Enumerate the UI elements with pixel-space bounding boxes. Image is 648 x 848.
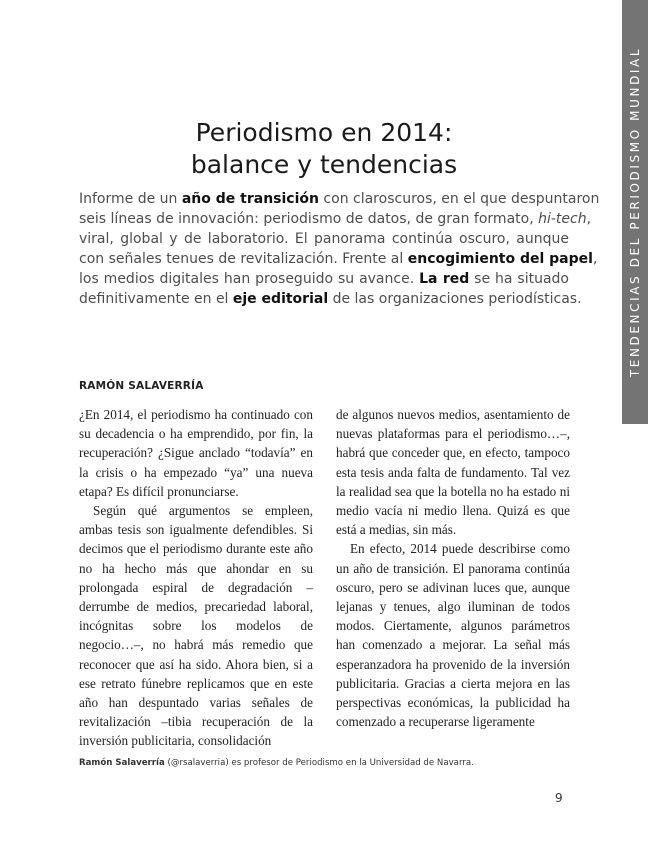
article-lead <box>79 189 600 309</box>
lead-text: definitivamente en el <box>79 291 233 307</box>
lead-text: seis líneas de innovación: periodismo de datos, de gran formato, <box>79 211 539 227</box>
section-side-tab-label: TENDENCIAS DEL PERIODISMO MUNDIAL <box>628 46 642 378</box>
footnote-author-name: Ramón Salaverría <box>79 758 165 768</box>
lead-text: se ha situado <box>469 271 569 287</box>
article-title-line2: balance y tendencias <box>190 150 458 179</box>
body-column-right <box>336 405 570 731</box>
lead-text: los medios digitales han proseguido su avance. <box>79 271 415 287</box>
lead-italic: hi-tech <box>538 211 587 227</box>
lead-text: , <box>586 211 592 227</box>
lead-highlight: encogimiento del papel <box>407 251 593 267</box>
article-title <box>0 117 648 181</box>
lead-text: de las organizaciones periodísticas. <box>328 291 582 307</box>
page-number: 9 <box>555 791 563 805</box>
author-byline: RAMÓN SALAVERRÍA <box>79 380 204 392</box>
lead-line-1 <box>79 189 600 209</box>
lead-text: con señales tenues de revitalización. Frente al <box>79 251 404 267</box>
lead-text: Informe de un <box>79 191 182 207</box>
lead-highlight: La red <box>419 271 470 287</box>
lead-text: con claroscuros, en el que despuntaron <box>318 191 600 207</box>
lead-highlight: año de transición <box>181 191 319 207</box>
author-footnote <box>79 758 474 768</box>
body-column-left <box>79 405 313 751</box>
article-title-line1: Periodismo en 2014: <box>195 118 453 147</box>
section-side-tab <box>622 0 648 424</box>
lead-text: , <box>592 251 598 267</box>
lead-line-3: viral, global y de laboratorio. El panorama continúa oscuro, aunque <box>79 231 569 247</box>
body-paragraph: Según qué argumentos se empleen, ambas tesis son igualmente defendibles. Si decimos que el periodismo durante este año no ha hecho más que ahondar en su prolongada espiral de degradación –derrumbe de medios, precariedad laboral, incógnitas sobre los modelos de negocio…–, no habrá más remedio que reconocer que así ha sido. Ahora bien, si a ese retrato fúnebre replicamos que en este año han despuntado varias señales de revitalización –tibia recuperación de la inversión publicitaria, consolidación <box>79 503 313 749</box>
body-paragraph: En efecto, 2014 puede describirse como un año de transición. El panorama continúa oscuro, pero se adivinan luces que, aunque lejanas y tenues, algo iluminan de todos modos. Ciertamente, algunos parámetros han comenzado a mejorar. La señal más esperanzadora ha provenido de la inversión publicitaria. Gracias a cierta mejora en las perspectivas económicas, la publicidad ha comenzado a recuperarse ligeramente <box>336 541 570 730</box>
lead-line-6 <box>79 289 582 309</box>
lead-line-5 <box>79 269 569 289</box>
lead-line-4 <box>79 249 598 269</box>
body-paragraph: ¿En 2014, el periodismo ha continuado con su decadencia o ha emprendido, por fin, la recuperación? ¿Sigue anclado “todavía” en la crisis o ha empezado “ya” una nueva etapa? Es difícil pronunciarse. <box>79 407 313 499</box>
lead-line-2 <box>79 209 592 229</box>
body-paragraph: de algunos nuevos medios, asentamiento de nuevas plataformas para el periodismo…–, habrá que conceder que, en efecto, tampoco esta tesis anda falta de fundamento. Tal vez la realidad sea que la botella no ha estado ni medio vacía ni medio llena. Quizá es que está a medias, sin más. <box>336 407 570 538</box>
lead-highlight: eje editorial <box>232 291 329 307</box>
footnote-text: (@rsalaverria) es profesor de Periodismo en la Universidad de Navarra. <box>164 758 474 768</box>
